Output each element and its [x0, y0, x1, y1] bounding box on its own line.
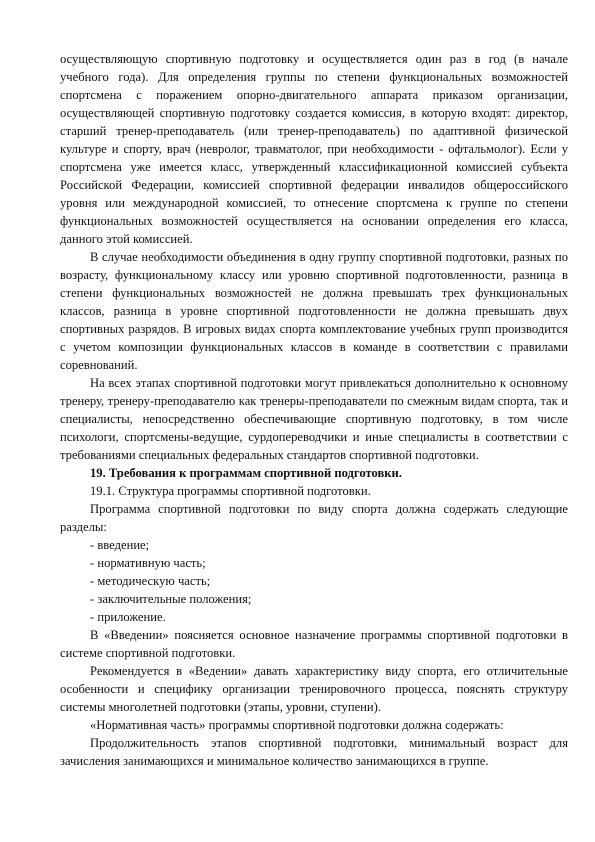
list-item-methodical: - методическую часть; [90, 574, 211, 588]
paragraph-introduction-purpose: В «Введении» поясняется основное назначение программы спортивной подготовки в системе спортивной подготовки. [60, 628, 568, 660]
document-body [60, 50, 568, 770]
paragraph-specialists: На всех этапах спортивной подготовки могут привлекаться дополнительно к основному тренеру, тренеру-преподавателю как тренеры-преподаватели по смежным видам спорта, так и специалисты, непосредственно обеспечивающие спортивную подготовку, в том числе психологи, спортсмены-ведущие, сурдопереводчики и иные специалисты в соответствии с требованиями специальных федеральных стандартов спортивной подготовки. [60, 376, 568, 462]
subsection-heading: 19.1. Структура программы спортивной подготовки. [90, 484, 371, 498]
paragraph-normative-part: «Нормативная часть» программы спортивной подготовки должна содержать: [90, 718, 504, 732]
paragraph-introduction-recommendation: Рекомендуется в «Ведении» давать характеристику виду спорта, его отличительные особенности и специфику организации тренировочного процесса, пояснять структуру системы многолетней подготовки (этапы, уровни, ступени). [60, 664, 568, 714]
list-item-normative: - нормативную часть; [90, 556, 206, 570]
list-item-appendix: - приложение. [90, 610, 166, 624]
paragraph-group-merging: В случае необходимости объединения в одну группу спортивной подготовки, разных по возрасту, функциональному классу или уровню спортивной подготовленности, разница в степени функциональных возможностей не должна превышать трех функциональных классов, разница в уровне спортивной подготовленности не должна превышать двух спортивных разрядов. В игровых видах спорта комплектование учебных групп производится с учетом композиции функциональных классов в команде в соответствии с правилами соревнований. [60, 250, 568, 372]
paragraph-program-intro: Программа спортивной подготовки по виду спорта должна содержать следующие разделы: [60, 502, 568, 534]
list-item-introduction: - введение; [90, 538, 150, 552]
list-item-final-provisions: - заключительные положения; [90, 592, 252, 606]
section-heading: 19. Требования к программам спортивной подготовки. [90, 466, 402, 480]
paragraph-stage-duration: Продолжительность этапов спортивной подготовки, минимальный возраст для зачисления занимающихся и минимальное количество занимающихся в группе. [60, 736, 568, 768]
paragraph-commission: осуществляющую спортивную подготовку и осуществляется один раз в год (в начале учебного года). Для определения группы по степени функциональных возможностей спортсмена с поражением опорно-двигательного аппарата приказом организации, осуществляющей спортивную подготовку создается комиссия, в которую входят: директор, старший тренер-преподаватель (или тренер-преподаватель) по адаптивной физической культуре и спорту, врач (невролог, травматолог, при необходимости - офтальмолог). Если у спортсмена уже имеется класс, утвержденный классификационной комиссией субъекта Российской Федерации, комиссией спортивной федерации инвалидов общероссийского уровня или международной комиссией, то отнесение спортсмена к группе по степени функциональных возможностей осуществляется на основании определения его класса, данного этой комиссией. [60, 52, 568, 246]
